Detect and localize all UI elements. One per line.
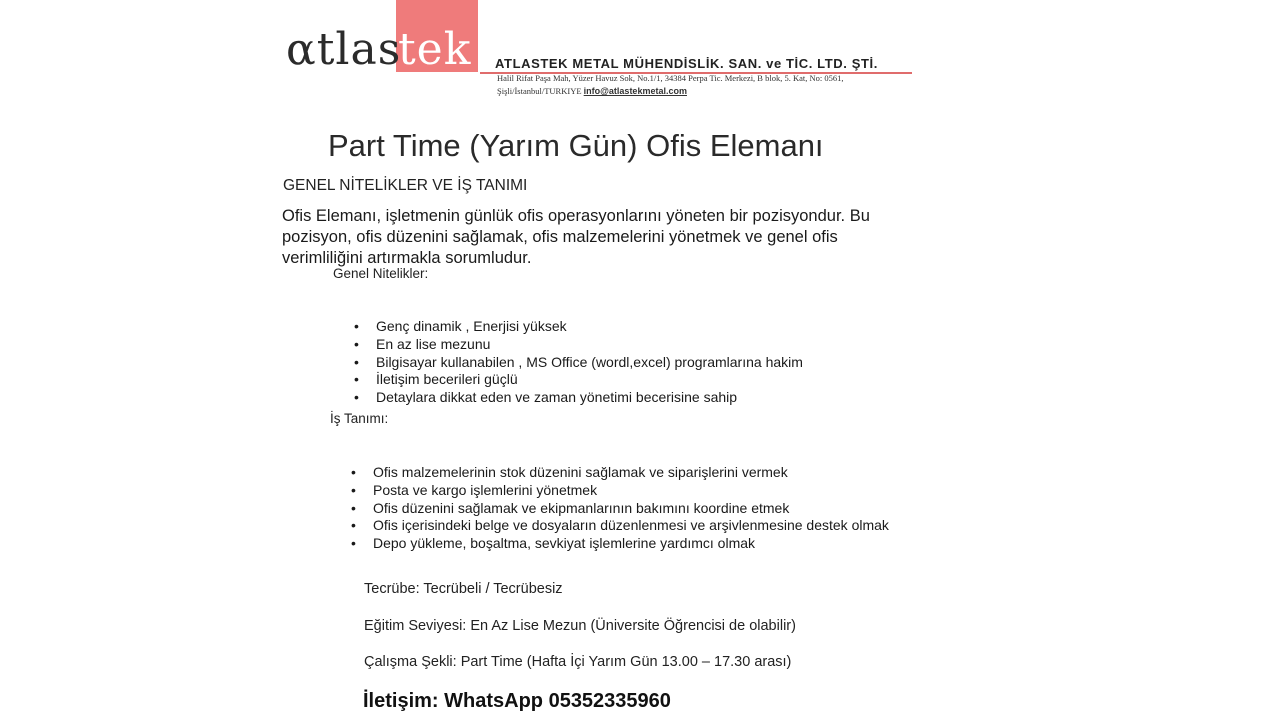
list-item: • Ofis düzenini sağlamak ve ekipmanlarının bakımını koordine etmek [351,499,790,516]
contact-info: İletişim: WhatsApp 05352335960 [363,690,671,712]
work-type-text: Çalışma Şekli: Part Time (Hafta İçi Yarım Gün 13.00 – 17.30 arası) [364,654,792,670]
bullet-icon: • [354,335,359,352]
section-heading: GENEL NİTELİKLER VE İŞ TANIMI [283,177,528,194]
list-item: • Depo yükleme, boşaltma, sevkiyat işlemlerine yardımcı olmak [351,535,756,552]
logo-text-dark: αtlas [286,24,402,75]
job-description-list [351,464,891,553]
page-title: Part Time (Yarım Gün) Ofis Elemanı [328,128,824,163]
address-line-2 [497,85,917,98]
intro-paragraph: Ofis Elemanı, işletmenin günlük ofis operasyonlarını yöneten bir pozisyondur. Bu pozisyon, ofis düzenini sağlamak, ofis malzemelerini yönetmek ve genel ofis verimliliğini artırmakla sorumludur. [282,207,870,267]
list-item: • Ofis malzemelerinin stok düzenini sağlamak ve siparişlerini vermek [351,464,788,480]
job-description-label: İş Tanımı: [330,411,389,426]
list-item: • Ofis içerisindeki belge ve dosyaların düzenlenmesi ve arşivlenmesine destek olmak [351,517,889,534]
email-link[interactable]: info@atlastekmetal.com [583,86,687,96]
company-address [497,72,917,98]
list-item: • İletişim becerileri güçlü [354,371,518,388]
bullet-icon: • [354,389,359,406]
company-name: ATLASTEK METAL MÜHENDİSLİK. SAN. ve TİC. LTD. ŞTİ. [495,56,878,71]
bullet-icon: • [351,517,356,534]
qualifications-list [354,318,874,407]
bullet-icon: • [354,371,359,388]
address-city: Şişli/İstanbul/TURKIYE [497,86,582,96]
list-item: • Bilgisayar kullanabilen , MS Office (wordl,excel) programlarına hakim [354,353,803,370]
list-item: • Genç dinamik , Enerjisi yüksek [354,318,567,334]
bullet-icon: • [354,353,359,370]
bullet-icon: • [351,499,356,516]
bullet-icon: • [351,535,356,552]
list-item: • Detaylara dikkat eden ve zaman yönetimi becerisine sahip [354,389,738,406]
qualifications-label: Genel Nitelikler: [333,266,429,281]
experience-text: Tecrübe: Tecrübeli / Tecrübesiz [364,581,563,597]
list-item: • Posta ve kargo işlemlerini yönetmek [351,481,598,498]
education-text: Eğitim Seviyesi: En Az Lise Mezun (Üniversite Öğrencisi de olabilir) [364,618,796,634]
bullet-icon: • [354,318,359,334]
list-item: • En az lise mezunu [354,335,491,352]
logo-text-light: tek [398,24,472,75]
address-line-1: Halil Rifat Paşa Mah, Yüzer Havuz Sok, No.1/1, 34384 Perpa Tic. Merkezi, B blok, 5. Kat, No: 0561, [497,73,844,83]
bullet-icon: • [351,464,356,480]
bullet-icon: • [351,481,356,498]
company-logo [286,0,486,74]
